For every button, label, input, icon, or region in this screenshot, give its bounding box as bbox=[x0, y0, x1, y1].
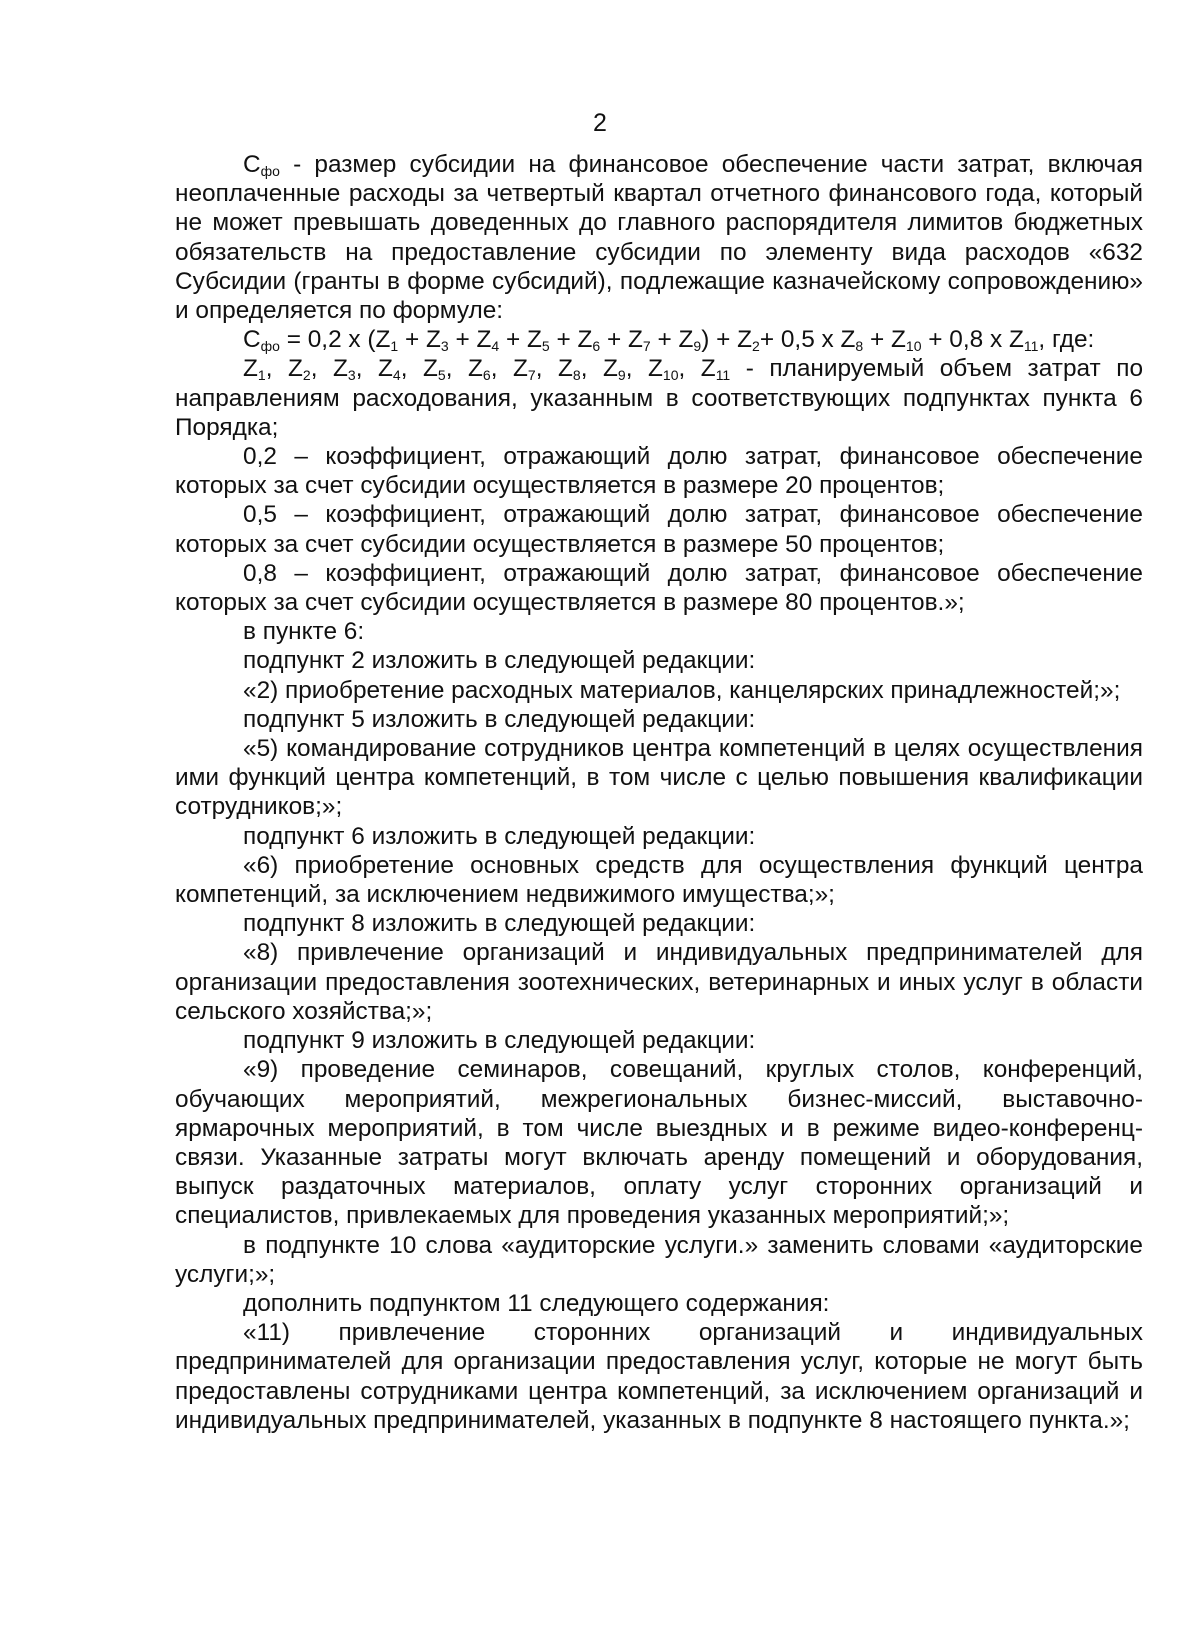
paragraph-subitem-5-intro: подпункт 5 изложить в следующей редакции: bbox=[243, 705, 756, 733]
paragraph-formula: $С_{фо} = 0,2$ х $(Z_1 + Z_3 + Z_4 + Z_5 + Z_6 + Z_7 + Z_9) + Z_2+ 0,5$ х $Z_8 + Z_{10} + 0,8$ х $Z_{11}$, где: bbox=[243, 326, 1095, 355]
paragraph-subitem-2-text: «2) приобретение расходных материалов, канцелярских принадлежностей;»; bbox=[243, 676, 1121, 704]
paragraph-subitem-5-text: «5) командирование сотрудников центра компетенций в целях осуществления ими функций центра компетенций, в том числе с целью повышения квалификации сотрудников;»; bbox=[175, 735, 1143, 821]
paragraph-subitem-6-text: «6) приобретение основных средств для осуществления функций центра компетенций, за исключением недвижимого имущества;»; bbox=[175, 851, 1143, 909]
paragraph-cfo-definition: $С_{фо}$ - размер субсидии на финансовое обеспечение части затрат, включая неоплаченные расходы за четвертый квартал отчетного финансового года, который не может превышать доведенных до главного распорядителя лимитов бюджетных обязательств на предоставление субсидии по элементу вида расходов «632 Субсидии (гранты в форме субсидий), подлежащие казначейскому сопровождению» и определяется по формуле: bbox=[175, 151, 1143, 325]
document-body bbox=[175, 150, 1143, 1435]
paragraph-subitem-8-text: «8) привлечение организаций и индивидуальных предпринимателей для организации предоставления зоотехнических, ветеринарных и иных услуг в области сельского хозяйства;»; bbox=[175, 939, 1143, 1025]
paragraph-coefficient-05: 0,5 – коэффициент, отражающий долю затрат, финансовое обеспечение которых за счет субсидии осуществляется в размере 50 процентов; bbox=[175, 501, 1143, 558]
paragraph-coefficient-02: 0,2 – коэффициент, отражающий долю затрат, финансовое обеспечение которых за счет субсидии осуществляется в размере 20 процентов; bbox=[175, 443, 1143, 500]
paragraph-subitem-10-change: в подпункте 10 слова «аудиторские услуги.» заменить словами «аудиторские услуги;»; bbox=[175, 1231, 1143, 1288]
paragraph-coefficient-08: 0,8 – коэффициент, отражающий долю затрат, финансовое обеспечение которых за счет субсидии осуществляется в размере 80 процентов.»; bbox=[175, 559, 1143, 617]
paragraph-subitem-9-intro: подпункт 9 изложить в следующей редакции: bbox=[243, 1027, 756, 1055]
paragraph-z-definition: $Z_1$, $Z_2$, $Z_3$, $Z_4$, $Z_5$, $Z_6$, $Z_7$, $Z_8$, $Z_9$, $Z_{10}$, $Z_{11}$ - планируемый объем затрат по направлениям расходования, указанным в соответствующих подпунктах пункта 6 Порядка; bbox=[175, 355, 1144, 441]
paragraph-subitem-8-intro: подпункт 8 изложить в следующей редакции: bbox=[243, 910, 756, 938]
paragraph-subitem-11-intro: дополнить подпунктом 11 следующего содержания: bbox=[243, 1289, 830, 1317]
paragraph-subitem-9-text: «9) проведение семинаров, совещаний, круглых столов, конференций, обучающих мероприятий, межрегиональных бизнес-миссий, выставочно-ярмарочных мероприятий, в том числе выездных и в режиме видео-конференц-связи. Указанные затраты могут включать аренду помещений и оборудования, выпуск раздаточных материалов, оплату услуг сторонних организаций и специалистов, привлекаемых для проведения указанных мероприятий;»; bbox=[175, 1056, 1143, 1230]
paragraph-item-6-intro: в пункте 6: bbox=[243, 618, 365, 646]
paragraph-subitem-11-text: «11) привлечение сторонних организаций и индивидуальных предпринимателей для организации предоставления услуг, которые не могут быть предоставлены сотрудниками центра компетенций, за исключением организаций и индивидуальных предпринимателей, указанных в подпункте 8 настоящего пункта.»; bbox=[175, 1319, 1143, 1434]
paragraph-subitem-6-intro: подпункт 6 изложить в следующей редакции: bbox=[243, 822, 756, 850]
paragraph-subitem-2-intro: подпункт 2 изложить в следующей редакции: bbox=[243, 647, 756, 675]
page-number: 2 bbox=[593, 109, 607, 137]
